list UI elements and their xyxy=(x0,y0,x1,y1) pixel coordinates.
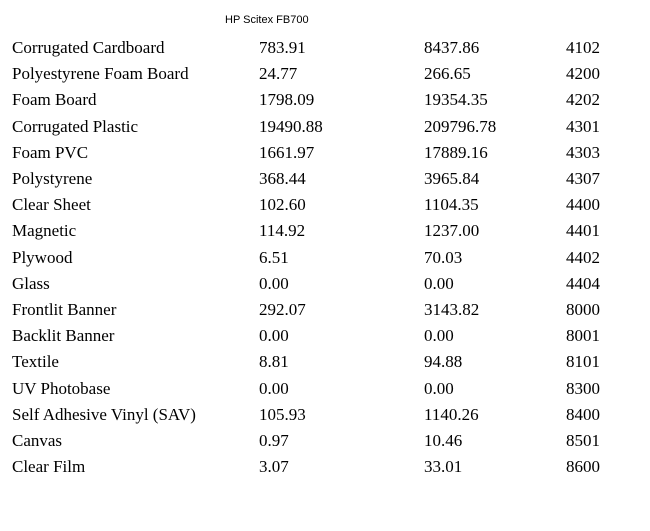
material-name-cell: Clear Film xyxy=(12,457,86,477)
code-cell: 8300 xyxy=(566,378,600,398)
document-title: HP Scitex FB700 xyxy=(225,14,309,26)
table-row xyxy=(12,428,626,454)
material-name-cell: Magnetic xyxy=(12,221,77,241)
table-row xyxy=(12,245,626,271)
value-a-cell: 0.00 xyxy=(259,326,289,346)
material-name-cell: Plywood xyxy=(12,247,73,267)
material-name-cell: UV Photobase xyxy=(12,378,111,398)
material-name-cell: Textile xyxy=(12,352,59,372)
value-b-cell: 70.03 xyxy=(424,247,463,267)
value-b-cell: 3143.82 xyxy=(424,300,480,320)
code-cell: 4301 xyxy=(566,116,600,136)
table-row xyxy=(12,402,626,428)
code-cell: 4200 xyxy=(566,64,600,84)
table-row xyxy=(12,192,626,218)
table-row xyxy=(12,323,626,349)
code-cell: 8400 xyxy=(566,404,600,424)
code-cell: 8501 xyxy=(566,431,600,451)
code-cell: 8001 xyxy=(566,326,600,346)
value-b-cell: 17889.16 xyxy=(424,142,488,162)
value-b-cell: 1237.00 xyxy=(424,221,480,241)
value-a-cell: 0.97 xyxy=(259,431,289,451)
material-name-cell: Foam PVC xyxy=(12,142,89,162)
value-b-cell: 94.88 xyxy=(424,352,463,372)
value-a-cell: 3.07 xyxy=(259,457,289,477)
material-name-cell: Frontlit Banner xyxy=(12,300,117,320)
code-cell: 4307 xyxy=(566,169,600,189)
table-row xyxy=(12,376,626,402)
code-cell: 4401 xyxy=(566,221,600,241)
code-cell: 8101 xyxy=(566,352,600,372)
table-row xyxy=(12,297,626,323)
value-b-cell: 19354.35 xyxy=(424,90,488,110)
value-a-cell: 368.44 xyxy=(259,169,306,189)
value-a-cell: 114.92 xyxy=(259,221,306,241)
value-b-cell: 0.00 xyxy=(424,326,454,346)
value-b-cell: 209796.78 xyxy=(424,116,497,136)
value-b-cell: 10.46 xyxy=(424,431,463,451)
value-b-cell: 1140.26 xyxy=(424,404,479,424)
value-b-cell: 33.01 xyxy=(424,457,463,477)
code-cell: 4402 xyxy=(566,247,600,267)
material-name-cell: Polyestyrene Foam Board xyxy=(12,64,189,84)
value-b-cell: 0.00 xyxy=(424,273,454,293)
value-a-cell: 24.77 xyxy=(259,64,298,84)
value-a-cell: 19490.88 xyxy=(259,116,323,136)
value-b-cell: 8437.86 xyxy=(424,38,480,57)
material-name-cell: Self Adhesive Vinyl (SAV) xyxy=(12,404,196,424)
value-a-cell: 105.93 xyxy=(259,404,306,424)
table-row xyxy=(12,218,626,244)
table-row xyxy=(12,114,626,140)
material-name-cell: Canvas xyxy=(12,431,63,451)
table-row xyxy=(12,87,626,113)
value-a-cell: 102.60 xyxy=(259,195,306,215)
value-a-cell: 292.07 xyxy=(259,300,306,320)
materials-table xyxy=(12,35,626,480)
code-cell: 8600 xyxy=(566,457,600,477)
material-name-cell: Polystyrene xyxy=(12,169,93,189)
table-row xyxy=(12,140,626,166)
value-b-cell: 0.00 xyxy=(424,378,454,398)
code-cell: 4102 xyxy=(566,38,600,57)
value-b-cell: 3965.84 xyxy=(424,169,480,189)
code-cell: 4400 xyxy=(566,195,600,215)
value-b-cell: 266.65 xyxy=(424,64,471,84)
value-a-cell: 783.91 xyxy=(259,38,306,57)
value-a-cell: 6.51 xyxy=(259,247,289,267)
code-cell: 4202 xyxy=(566,90,600,110)
table-row xyxy=(12,271,626,297)
code-cell: 4404 xyxy=(566,273,600,293)
value-a-cell: 0.00 xyxy=(259,273,289,293)
table-row xyxy=(12,349,626,375)
material-name-cell: Corrugated Cardboard xyxy=(12,38,165,57)
table-row xyxy=(12,61,626,87)
material-name-cell: Backlit Banner xyxy=(12,326,115,346)
value-a-cell: 0.00 xyxy=(259,378,289,398)
material-name-cell: Foam Board xyxy=(12,90,97,110)
value-a-cell: 1661.97 xyxy=(259,142,315,162)
code-cell: 8000 xyxy=(566,300,600,320)
code-cell: 4303 xyxy=(566,142,600,162)
value-a-cell: 8.81 xyxy=(259,352,289,372)
table-row xyxy=(12,166,626,192)
material-name-cell: Glass xyxy=(12,273,50,293)
material-name-cell: Clear Sheet xyxy=(12,195,91,215)
table-row xyxy=(12,35,626,61)
value-b-cell: 1104.35 xyxy=(424,195,479,215)
value-a-cell: 1798.09 xyxy=(259,90,315,110)
material-name-cell: Corrugated Plastic xyxy=(12,116,139,136)
table-row xyxy=(12,454,626,480)
